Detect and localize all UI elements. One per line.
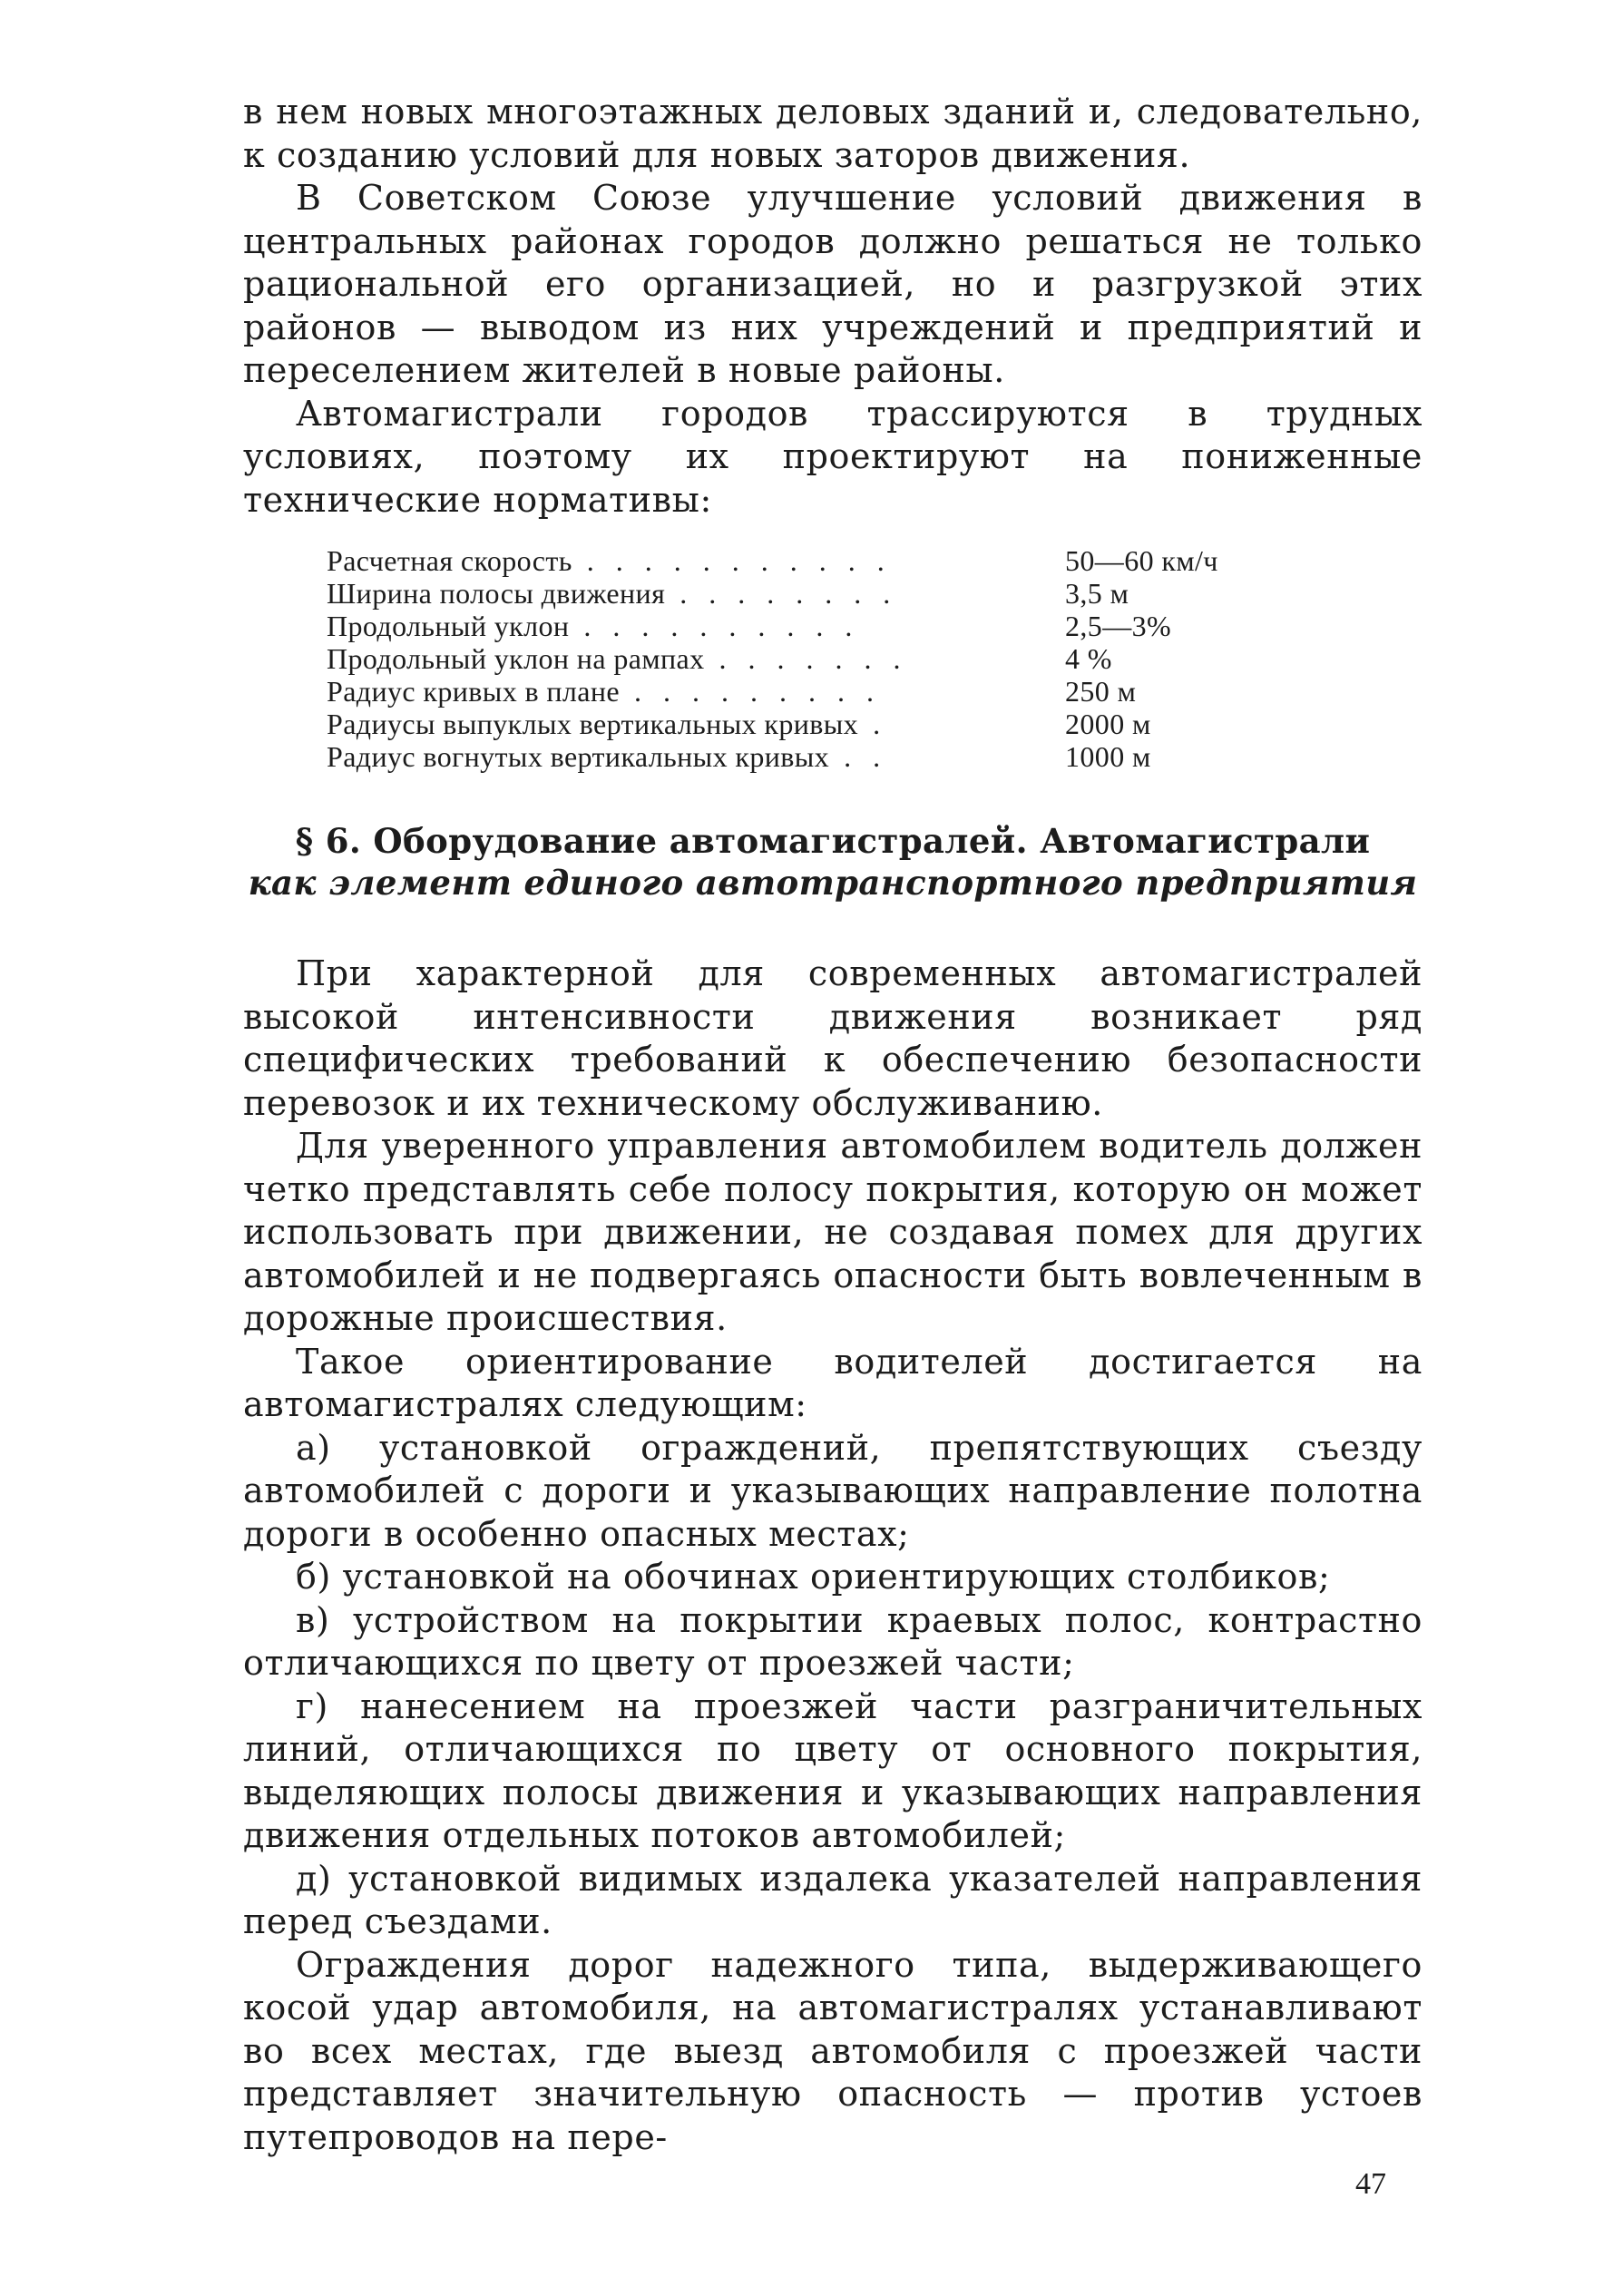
list-item-g: г) нанесением на проезжей части разграничительных линий, отличающихся по цвету от основного покрытия, выделяющих полосы движения и указывающих направления движения отдельных потоков автомобилей;: [243, 1685, 1423, 1855]
spec-leader-dots: .: [858, 708, 888, 740]
spec-row: [327, 610, 1218, 642]
list-item-a: а) установкой ограждений, препятствующих съезду автомобилей с дороги и указывающих направление полотна дороги в особенно опасных местах;: [243, 1427, 1423, 1554]
bottom-text-block: [243, 953, 1423, 2159]
spec-row: [327, 642, 1218, 675]
spec-leader-dots: . . . . . . . . . .: [569, 610, 860, 642]
list-item-d: д) установкой видимых издалека указателей направления перед съездами.: [243, 1858, 1423, 1941]
list-item-b: б) установкой на обочинах ориентирующих столбиков;: [296, 1557, 1331, 1597]
spec-value: 50—60 км/ч: [1065, 544, 1218, 577]
paragraph-requirements: При характерной для современных автомагистралей высокой интенсивности движения возникает ряд специфических требований к обеспечению безопасности перевозок и их техническому обслуживанию.: [243, 953, 1423, 1123]
page-number: 47: [1355, 2167, 1386, 2201]
spec-label: Радиус вогнутых вертикальных кривых: [327, 740, 830, 773]
paragraph-orientation: Такое ориентирование водителей достигается на автомагистралях следующим:: [243, 1341, 1423, 1424]
spec-value: 2000 м: [1065, 708, 1151, 740]
spec-row: [327, 577, 1218, 610]
list-item-v: в) устройством на покрытии краевых полос, контрастно отличающихся по цвету от проезжей части;: [243, 1599, 1423, 1683]
spec-value: 1000 м: [1065, 740, 1151, 773]
spec-label: Радиус кривых в плане: [327, 675, 621, 708]
spec-row: [327, 675, 1218, 708]
spec-value: 4 %: [1065, 642, 1112, 675]
spec-label: Продольный уклон на рампах: [327, 642, 705, 675]
spec-leader-dots: . . . . . . . .: [665, 577, 898, 610]
paragraph-driver-control: Для уверенного управления автомобилем водитель должен четко представлять себе полосу покрытия, которую он может использовать при движении, не создавая помех для других автомобилей и не подвергаясь опасности быть вовлеченным в дорожные происшествия.: [243, 1126, 1423, 1338]
technical-norms-table: [327, 544, 1218, 773]
spec-value: 3,5 м: [1065, 577, 1129, 610]
paragraph-soviet-union: В Советском Союзе улучшение условий движения в центральных районах городов должно решаться не только рациональной его организацией, но и разгрузкой этих районов — выводом из них учреждений и предприятий и переселением жителей в новые районы.: [243, 178, 1423, 390]
paragraph-city-highways: Автомагистрали городов трассируются в трудных условиях, поэтому их проектируют на пониженные технические нормативы:: [243, 393, 1423, 520]
spec-value: 250 м: [1065, 675, 1137, 708]
paragraph-guardrails: Ограждения дорог надежного типа, выдерживающего косой удар автомобиля, на автомагистралях устанавливают во всех местах, где выезд автомобиля с проезжей части представляет значительную опасность — против устоев путепроводов на пере-: [243, 1944, 1423, 2157]
spec-label: Расчетная скорость: [327, 544, 572, 577]
spec-leader-dots: . . . . . . .: [704, 642, 908, 675]
section-heading: [243, 820, 1423, 904]
spec-row: [327, 708, 1218, 740]
spec-leader-dots: . . . . . . . . . . .: [572, 544, 892, 577]
spec-leader-dots: . .: [829, 740, 888, 773]
spec-label: Продольный уклон: [327, 610, 570, 642]
spec-label: Ширина полосы движения: [327, 577, 666, 610]
spec-leader-dots: . . . . . . . . .: [620, 675, 882, 708]
section-title: § 6. Оборудование автомагистралей. Автомагистрали: [295, 821, 1371, 861]
spec-row: [327, 740, 1218, 773]
paragraph-continuation: в нем новых многоэтажных деловых зданий и, следовательно, к созданию условий для новых заторов движения.: [243, 92, 1423, 175]
section-subtitle: как элемент единого автотранспортного предприятия: [248, 863, 1418, 903]
book-page: [243, 91, 1423, 2203]
top-text-block: [243, 91, 1423, 522]
spec-value: 2,5—3%: [1065, 610, 1172, 642]
spec-label: Радиусы выпуклых вертикальных кривых: [327, 708, 859, 740]
spec-row: [327, 544, 1218, 577]
